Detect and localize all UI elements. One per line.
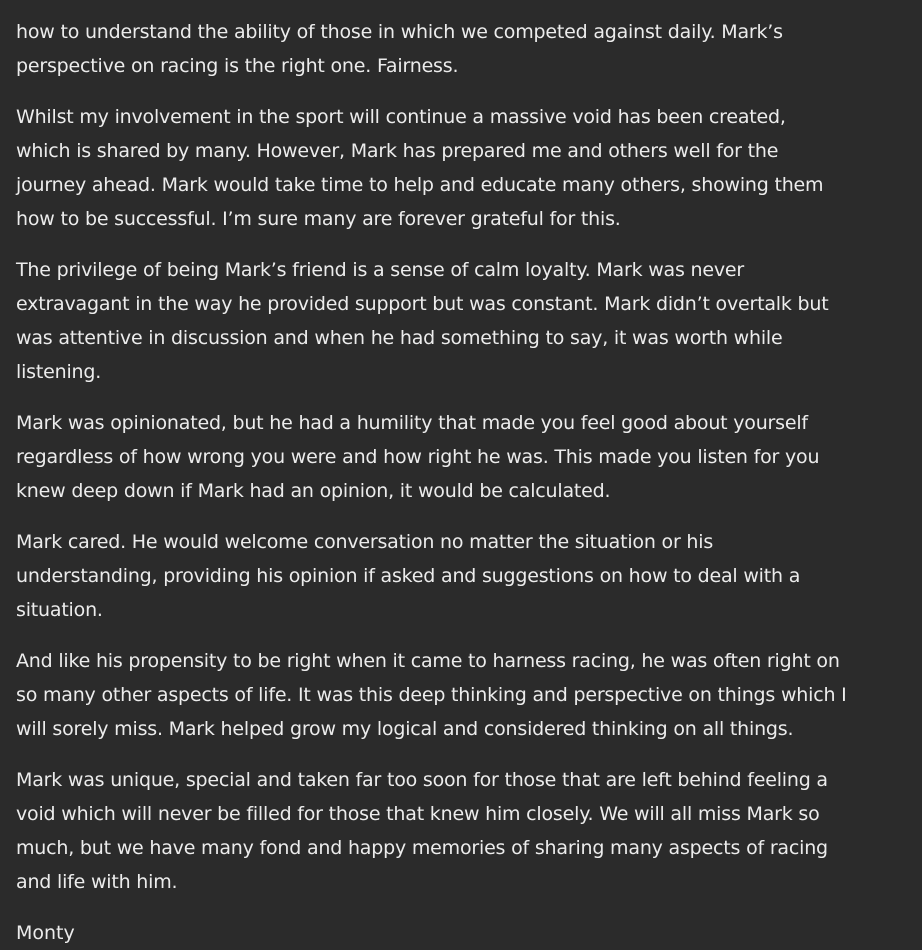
text-line: much, but we have many fond and happy memories of sharing many aspects of racing: [16, 837, 828, 859]
text-line: listening.: [16, 361, 102, 383]
text-line: understanding, providing his opinion if asked and suggestions on how to deal with a: [16, 565, 801, 587]
text-line: The privilege of being Mark’s friend is a sense of calm loyalty. Mark was never: [16, 259, 745, 281]
paragraph-fairness: [16, 15, 908, 83]
paragraph-cared: [16, 525, 908, 627]
text-line: void which will never be filled for those that knew him closely. We will all miss Mark so: [16, 803, 820, 825]
text-line: situation.: [16, 599, 103, 621]
text-line: so many other aspects of life. It was this deep thinking and perspective on things which I: [16, 684, 847, 706]
text-line: which is shared by many. However, Mark has prepared me and others well for the: [16, 140, 779, 162]
text-line: Mark cared. He would welcome conversation no matter the situation or his: [16, 531, 714, 553]
paragraph-involvement: [16, 100, 908, 236]
text-line: And like his propensity to be right when it came to harness racing, he was often right on: [16, 650, 840, 672]
text-line: was attentive in discussion and when he had something to say, it was worth while: [16, 327, 783, 349]
text-line: journey ahead. Mark would take time to help and educate many others, showing them: [16, 174, 824, 196]
text-line: Whilst my involvement in the sport will continue a massive void has been created,: [16, 106, 786, 128]
text-line: Mark was opinionated, but he had a humility that made you feel good about yourself: [16, 412, 808, 434]
text-line: will sorely miss. Mark helped grow my logical and considered thinking on all things.: [16, 718, 794, 740]
text-line: perspective on racing is the right one. Fairness.: [16, 55, 459, 77]
paragraph-friendship: [16, 253, 908, 389]
text-line: how to be successful. I’m sure many are forever grateful for this.: [16, 208, 621, 230]
paragraph-propensity: [16, 644, 908, 746]
text-line: Mark was unique, special and taken far too soon for those that are left behind feeling a: [16, 769, 828, 791]
text-line: knew deep down if Mark had an opinion, it would be calculated.: [16, 480, 611, 502]
paragraph-unique: [16, 763, 908, 899]
paragraph-opinionated: [16, 406, 908, 508]
text-line: extravagant in the way he provided support but was constant. Mark didn’t overtalk but: [16, 293, 829, 315]
text-line: regardless of how wrong you were and how right he was. This made you listen for you: [16, 446, 820, 468]
text-line: and life with him.: [16, 871, 178, 893]
text-line: how to understand the ability of those in which we competed against daily. Mark’s: [16, 21, 783, 43]
signature: Monty: [16, 922, 75, 944]
